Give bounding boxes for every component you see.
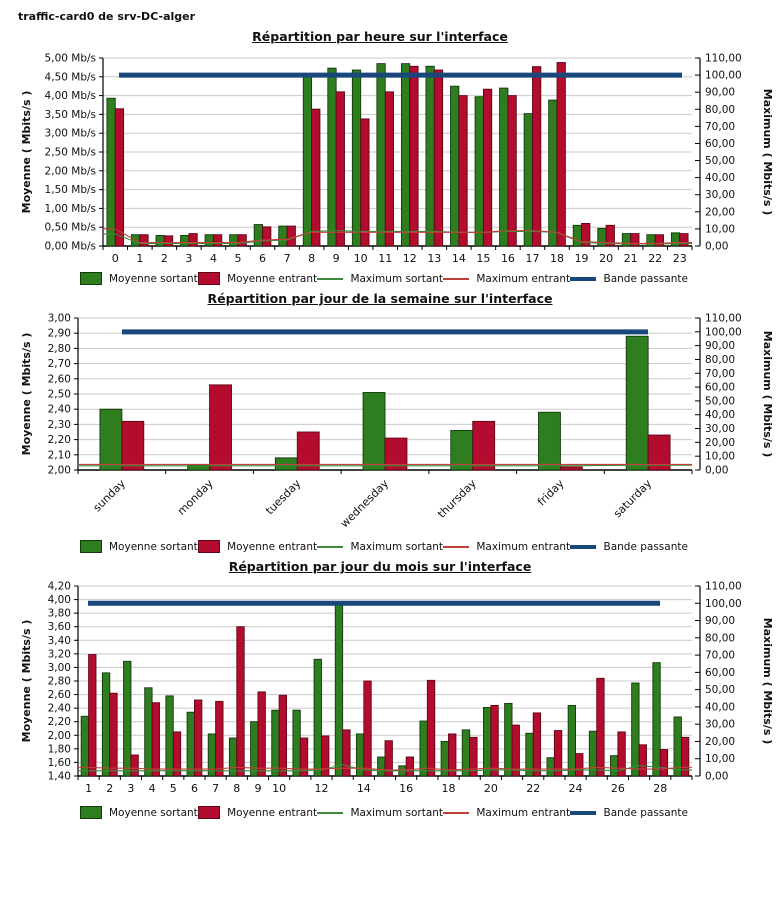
svg-text:110,00: 110,00 [705,580,742,593]
legend-label: Maximum entrant [476,540,571,553]
svg-text:2,30: 2,30 [47,418,71,431]
svg-text:tuesday: tuesday [263,476,304,518]
legend-maximum-entrant [443,807,570,819]
legend-moyenne-entrant [198,540,317,553]
svg-text:80,00: 80,00 [705,353,736,366]
svg-text:3: 3 [185,252,193,265]
svg-text:2,00: 2,00 [47,464,71,477]
moyenne-entrant-swatch [198,540,220,553]
svg-text:20,00: 20,00 [705,436,736,449]
svg-text:9: 9 [254,782,262,795]
moyenne-entrant-swatch [198,272,220,285]
legend-label: Moyenne sortant [109,272,198,285]
weekday-chart-legend [80,540,688,553]
page-title: traffic-card0 de srv-DC-alger [18,10,196,23]
svg-text:3,00: 3,00 [47,661,71,674]
svg-text:Moyenne ( Mbits/s ): Moyenne ( Mbits/s ) [20,332,33,456]
svg-text:90,00: 90,00 [705,86,736,99]
legend-moyenne-sortant [80,806,198,819]
legend-label: Maximum sortant [350,806,444,819]
svg-text:3: 3 [127,782,135,795]
weekday-chart [0,306,782,538]
svg-text:28: 28 [653,782,668,795]
svg-text:100,00: 100,00 [705,69,742,82]
svg-text:17: 17 [525,252,540,265]
legend-bande-passante [570,541,687,553]
hourly-chart-legend [80,272,688,285]
legend-label: Moyenne entrant [227,540,318,553]
svg-text:24: 24 [568,782,583,795]
svg-text:2,60: 2,60 [47,373,71,386]
svg-text:60,00: 60,00 [705,381,736,394]
svg-text:saturday: saturday [610,476,655,521]
svg-text:1: 1 [136,252,144,265]
svg-text:1,50 Mb/s: 1,50 Mb/s [44,184,96,197]
svg-text:80,00: 80,00 [705,632,736,645]
svg-text:50,00: 50,00 [705,155,736,168]
svg-text:3,60: 3,60 [47,621,71,634]
svg-text:1,80: 1,80 [47,743,71,756]
legend-label: Bande passante [603,272,688,285]
moyenne-entrant-swatch [198,806,220,819]
svg-text:21: 21 [623,252,638,265]
svg-text:0,50 Mb/s: 0,50 Mb/s [44,221,96,234]
hourly-chart-title: Répartition par heure sur l'interface [252,29,508,44]
svg-text:16: 16 [500,252,515,265]
svg-text:70,00: 70,00 [705,649,736,662]
svg-text:110,00: 110,00 [705,52,742,65]
svg-text:3,80: 3,80 [47,607,71,620]
legend-bande-passante [570,273,687,285]
legend-maximum-sortant [317,273,443,285]
svg-text:12: 12 [314,782,329,795]
maximum-sortant-line [317,812,343,814]
svg-text:18: 18 [441,782,456,795]
svg-text:90,00: 90,00 [705,340,736,353]
svg-text:2: 2 [160,252,168,265]
moyenne-sortant-swatch [80,272,102,285]
legend-label: Bande passante [603,806,688,819]
svg-text:9: 9 [332,252,340,265]
svg-text:60,00: 60,00 [705,137,736,150]
svg-text:3,50 Mb/s: 3,50 Mb/s [44,108,96,121]
svg-text:13: 13 [427,252,442,265]
hourly-chart [0,44,782,270]
legend-maximum-sortant [317,807,443,819]
svg-text:thursday: thursday [435,476,479,521]
svg-text:40,00: 40,00 [705,409,736,422]
legend-label: Moyenne sortant [109,806,198,819]
svg-text:16: 16 [399,782,414,795]
svg-text:20,00: 20,00 [705,735,736,748]
svg-text:110,00: 110,00 [705,312,742,325]
legend-maximum-sortant [317,541,443,553]
legend-label: Moyenne sortant [109,540,198,553]
svg-text:1,00 Mb/s: 1,00 Mb/s [44,202,96,215]
svg-text:Maximum ( Mbits/s ): Maximum ( Mbits/s ) [761,88,774,216]
svg-text:2: 2 [106,782,114,795]
svg-text:1: 1 [85,782,93,795]
svg-text:8: 8 [308,252,316,265]
bande-passante-line [570,545,596,549]
svg-text:40,00: 40,00 [705,701,736,714]
svg-text:2,40: 2,40 [47,702,71,715]
svg-text:50,00: 50,00 [705,395,736,408]
svg-text:70,00: 70,00 [705,367,736,380]
svg-text:2,80: 2,80 [47,675,71,688]
svg-text:3,00 Mb/s: 3,00 Mb/s [44,127,96,140]
svg-text:3,00: 3,00 [47,312,71,325]
svg-text:7: 7 [283,252,291,265]
svg-text:7: 7 [212,782,220,795]
legend-label: Maximum sortant [350,540,444,553]
svg-text:4,00: 4,00 [47,594,71,607]
legend-moyenne-entrant [198,272,317,285]
svg-text:10,00: 10,00 [705,450,736,463]
svg-text:4,20: 4,20 [47,580,71,593]
svg-text:60,00: 60,00 [705,666,736,679]
svg-text:2,50: 2,50 [47,388,71,401]
bande-passante-line [570,811,596,815]
svg-text:22: 22 [526,782,541,795]
svg-text:5: 5 [169,782,177,795]
svg-text:19: 19 [574,252,589,265]
svg-text:4,50 Mb/s: 4,50 Mb/s [44,71,96,84]
monthday-chart-title: Répartition par jour du mois sur l'interface [228,559,532,574]
svg-text:monday: monday [174,476,216,518]
maximum-sortant-line [317,546,343,548]
svg-text:5: 5 [234,252,242,265]
maximum-entrant-line [443,546,469,548]
weekday-chart-title: Répartition par jour de la semaine sur l'interface [207,291,553,306]
svg-text:2,90: 2,90 [47,327,71,340]
svg-text:Moyenne ( Mbits/s ): Moyenne ( Mbits/s ) [20,619,33,743]
svg-text:11: 11 [378,252,393,265]
legend-label: Maximum sortant [350,272,444,285]
svg-text:0,00: 0,00 [705,240,729,253]
svg-text:2,60: 2,60 [47,689,71,702]
svg-text:2,20: 2,20 [47,434,71,447]
svg-text:2,10: 2,10 [47,449,71,462]
svg-text:15: 15 [476,252,491,265]
monthday-chart-legend [80,806,688,819]
svg-text:3,40: 3,40 [47,634,71,647]
svg-text:10: 10 [353,252,368,265]
svg-text:40,00: 40,00 [705,172,736,185]
svg-text:50,00: 50,00 [705,684,736,697]
svg-text:0,00: 0,00 [705,464,729,477]
svg-text:20: 20 [599,252,614,265]
svg-text:1,40: 1,40 [47,770,71,783]
svg-text:100,00: 100,00 [705,326,742,339]
svg-text:30,00: 30,00 [705,423,736,436]
svg-text:friday: friday [534,476,567,509]
legend-label: Moyenne entrant [227,272,318,285]
svg-text:5,00 Mb/s: 5,00 Mb/s [44,52,96,65]
svg-text:20: 20 [483,782,498,795]
maximum-entrant-line [443,812,469,814]
svg-text:Maximum ( Mbits/s ): Maximum ( Mbits/s ) [761,330,774,458]
svg-text:20,00: 20,00 [705,206,736,219]
svg-text:80,00: 80,00 [705,103,736,116]
legend-maximum-entrant [443,541,570,553]
svg-text:100,00: 100,00 [705,597,742,610]
svg-text:30,00: 30,00 [705,718,736,731]
legend-label: Moyenne entrant [227,806,318,819]
legend-label: Maximum entrant [476,272,571,285]
svg-text:70,00: 70,00 [705,120,736,133]
svg-text:14: 14 [356,782,371,795]
svg-text:2,40: 2,40 [47,403,71,416]
svg-text:6: 6 [190,782,198,795]
svg-text:Maximum ( Mbits/s ): Maximum ( Mbits/s ) [761,617,774,745]
svg-text:3,20: 3,20 [47,648,71,661]
legend-bande-passante [570,807,687,819]
monthday-chart [0,574,782,804]
legend-label: Bande passante [603,540,688,553]
svg-text:4,00 Mb/s: 4,00 Mb/s [44,90,96,103]
svg-text:wednesday: wednesday [337,476,392,531]
svg-text:22: 22 [648,252,663,265]
svg-text:2,50 Mb/s: 2,50 Mb/s [44,146,96,159]
svg-text:12: 12 [402,252,417,265]
svg-text:90,00: 90,00 [705,615,736,628]
svg-text:10,00: 10,00 [705,223,736,236]
moyenne-sortant-swatch [80,540,102,553]
svg-text:0,00: 0,00 [705,770,729,783]
svg-text:4: 4 [148,782,156,795]
svg-text:26: 26 [610,782,625,795]
maximum-entrant-line [443,278,469,280]
svg-text:10: 10 [272,782,287,795]
svg-text:10,00: 10,00 [705,753,736,766]
svg-text:4: 4 [209,252,217,265]
legend-moyenne-sortant [80,540,198,553]
moyenne-sortant-swatch [80,806,102,819]
svg-text:8: 8 [233,782,241,795]
svg-text:1,60: 1,60 [47,756,71,769]
svg-text:30,00: 30,00 [705,189,736,202]
svg-text:23: 23 [672,252,687,265]
legend-label: Maximum entrant [476,806,571,819]
legend-maximum-entrant [443,273,570,285]
svg-text:2,00: 2,00 [47,729,71,742]
svg-text:2,00 Mb/s: 2,00 Mb/s [44,165,96,178]
svg-text:14: 14 [451,252,466,265]
bande-passante-line [570,277,596,281]
svg-text:0,00 Mb/s: 0,00 Mb/s [44,240,96,253]
svg-text:sunday: sunday [90,476,128,515]
maximum-sortant-line [317,278,343,280]
svg-text:Moyenne ( Mbits/s ): Moyenne ( Mbits/s ) [20,90,33,214]
svg-text:0: 0 [111,252,119,265]
svg-text:2,20: 2,20 [47,716,71,729]
legend-moyenne-sortant [80,272,198,285]
svg-text:6: 6 [259,252,267,265]
svg-text:2,80: 2,80 [47,342,71,355]
svg-text:18: 18 [550,252,565,265]
legend-moyenne-entrant [198,806,317,819]
svg-text:2,70: 2,70 [47,358,71,371]
